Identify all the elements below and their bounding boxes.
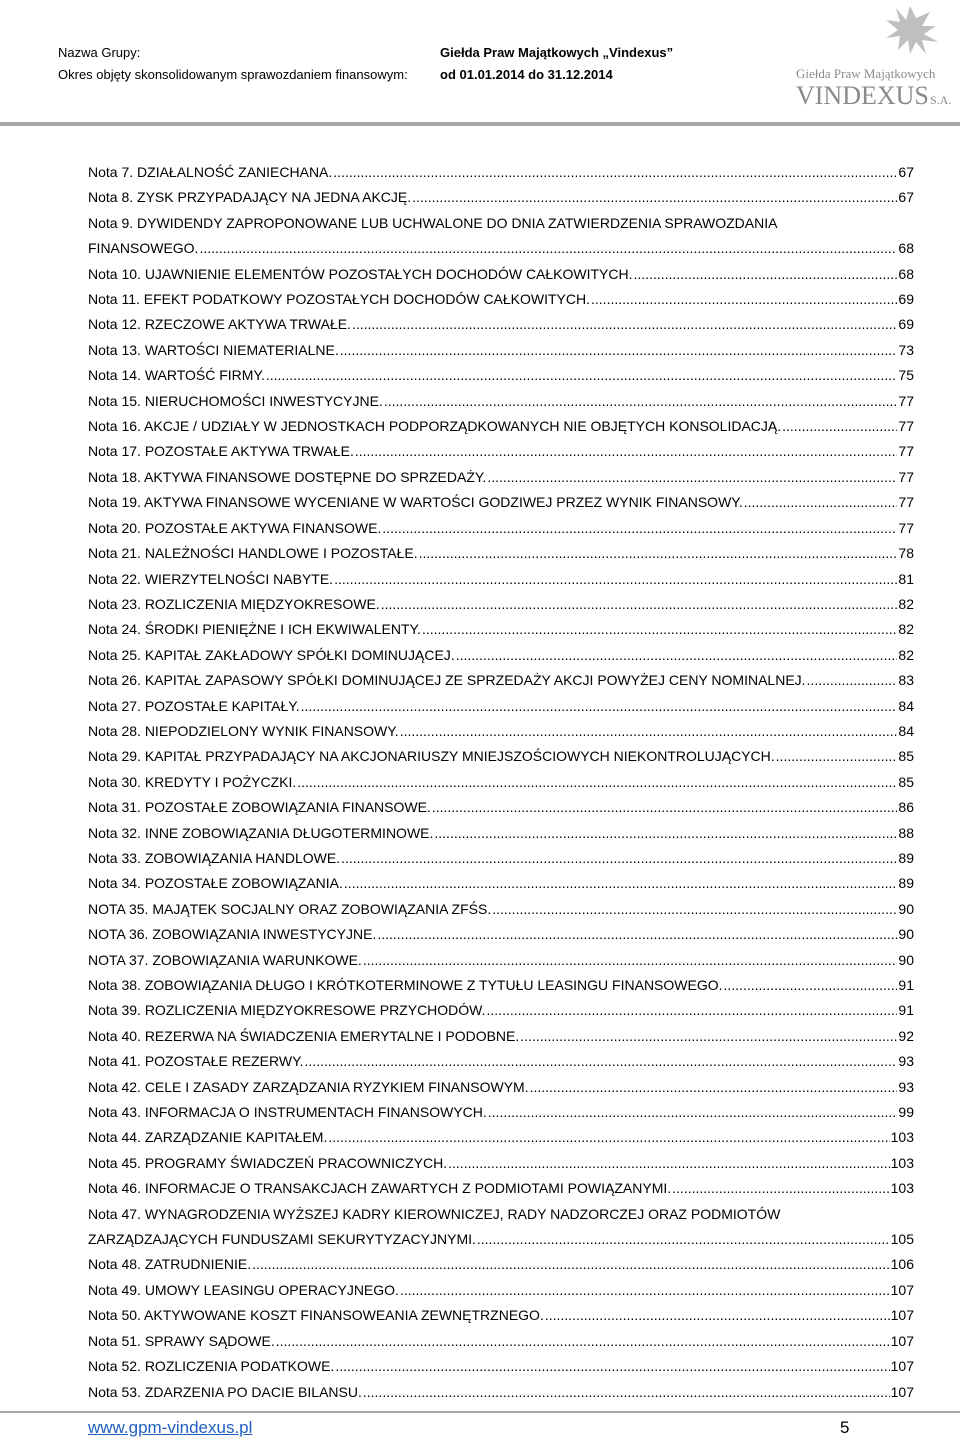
toc-page-number: 67 — [898, 164, 914, 180]
toc-entry-title: Nota 11. EFEKT PODATKOWY POZOSTAŁYCH DOCHODÓW CAŁKOWITYCH. — [88, 291, 591, 308]
toc-leader — [744, 490, 898, 515]
toc-page-number: 78 — [898, 545, 914, 562]
toc-entry[interactable] — [88, 821, 914, 846]
toc-leader — [276, 1329, 890, 1354]
toc-entry-title: Nota 51. SPRAWY SĄDOWE. — [88, 1332, 275, 1349]
toc-page-number: 83 — [898, 672, 914, 689]
toc-entry-title: Nota 34. POZOSTAŁE ZOBOWIĄZANIA. — [88, 875, 343, 892]
toc-page-number: 77 — [898, 519, 914, 536]
period-label: Okres objęty skonsolidowanym sprawozdaniem finansowym: — [58, 67, 408, 82]
toc-entry[interactable] — [88, 592, 914, 617]
toc-entry-title: Nota 45. PROGRAMY ŚWIADCZEŃ PRACOWNICZYCH. — [88, 1154, 448, 1171]
toc-entry-title: Nota 46. INFORMACJE O TRANSAKCJACH ZAWARTYCH Z PODMIOTAMI POWIĄZANYMI. — [88, 1180, 672, 1197]
toc-entry-title: Nota 40. REZERWA NA ŚWIADCZENIA EMERYTALNE I PODOBNE. — [88, 1027, 520, 1044]
toc-leader — [545, 1303, 890, 1328]
toc-page-number: 107 — [890, 1383, 914, 1400]
toc-entry[interactable] — [88, 516, 914, 541]
logo-wordmark: VINDEXUS — [796, 81, 929, 110]
header-divider — [0, 122, 960, 126]
toc-leader — [199, 236, 897, 261]
toc-leader — [488, 1100, 898, 1125]
toc-leader — [487, 998, 898, 1023]
toc-leader — [724, 973, 898, 998]
toc-entry[interactable] — [88, 973, 914, 998]
footer-divider — [0, 1411, 960, 1413]
toc-leader — [344, 871, 898, 896]
toc-leader — [297, 770, 897, 795]
toc-entry-title: Nota 13. WARTOŚCI NIEMATERIALNE. — [88, 341, 339, 358]
toc-leader — [341, 846, 897, 871]
toc-page-number: 69 — [898, 291, 914, 308]
toc-leader — [333, 160, 897, 185]
toc-leader — [334, 567, 897, 592]
toc-leader — [591, 287, 897, 312]
toc-page-number: 89 — [898, 875, 914, 892]
toc-page-number: 92 — [898, 1027, 914, 1044]
toc-page-number: 67 — [898, 189, 914, 206]
toc-leader — [252, 1252, 890, 1277]
toc-leader — [492, 897, 897, 922]
toc-entry[interactable] — [88, 643, 914, 668]
toc-leader — [807, 668, 898, 693]
toc-leader — [782, 414, 897, 439]
toc-page-number: 89 — [898, 849, 914, 866]
toc-entry[interactable] — [88, 795, 914, 820]
toc-leader — [352, 312, 897, 337]
toc-entry-title: Nota 29. KAPITAŁ PRZYPADAJĄCY NA AKCJONARIUSZY MNIEJSZOŚCIOWYCH NIEKONTROLUJĄCYCH. — [88, 748, 775, 765]
toc-page-number: 90 — [898, 951, 914, 968]
toc-page-number: 91 — [898, 1002, 914, 1019]
toc-entry-title: Nota 31. POZOSTAŁE ZOBOWIĄZANIA FINANSOWE. — [88, 799, 431, 816]
toc-entry[interactable] — [88, 694, 914, 719]
toc-page-number: 107 — [890, 1281, 914, 1298]
toc-entry[interactable] — [88, 1329, 914, 1354]
toc-entry-title: Nota 15. NIERUCHOMOŚCI INWESTYCYJNE. — [88, 392, 383, 409]
toc-page-number: 86 — [898, 799, 914, 816]
toc-entry[interactable] — [88, 185, 914, 210]
toc-leader — [520, 1024, 897, 1049]
toc-entry-title: NOTA 37. ZOBOWIĄZANIA WARUNKOWE. — [88, 951, 362, 968]
toc-entry-title: Nota 24. ŚRODKI PIENIĘŻNE I ICH EKWIWALENTY. — [88, 621, 421, 638]
toc-page-number: 77 — [898, 418, 914, 435]
toc-entry-title: Nota 26. KAPITAŁ ZAPASOWY SPÓŁKI DOMINUJĄCEJ ZE SPRZEDAŻY AKCJI POWYŻEJ CENY NOMINALNEJ. — [88, 672, 806, 689]
toc-entry[interactable] — [88, 541, 914, 566]
vindexus-logo — [790, 6, 955, 112]
toc-page-number: 106 — [890, 1256, 914, 1273]
toc-entry-title: Nota 50. AKTYWOWANE KOSZT FINANSOWEANIA ZEWNĘTRZNEGO. — [88, 1307, 544, 1324]
toc-page-number: 103 — [890, 1154, 914, 1171]
toc-entry[interactable] — [88, 1354, 914, 1379]
toc-leader — [384, 389, 898, 414]
toc-entry-title: Nota 53. ZDARZENIA PO DACIE BILANSU. — [88, 1383, 362, 1400]
toc-leader — [377, 922, 897, 947]
logo-tagline: Giełda Praw Majątkowych — [796, 66, 936, 81]
toc-entry-title: Nota 21. NALEŻNOŚCI HANDLOWE I POZOSTAŁE. — [88, 545, 418, 562]
toc-page-number: 103 — [890, 1180, 914, 1197]
toc-entry[interactable] — [88, 439, 914, 464]
toc-entry[interactable] — [88, 1125, 914, 1150]
toc-leader — [381, 592, 898, 617]
toc-entry[interactable] — [88, 312, 914, 337]
toc-leader — [448, 1151, 890, 1176]
toc-leader — [301, 694, 898, 719]
toc-leader — [355, 439, 898, 464]
toc-entry-title: Nota 7. DZIAŁALNOŚĆ ZANIECHANA. — [88, 164, 333, 180]
toc-leader — [634, 262, 898, 287]
toc-entry-title: Nota 14. WARTOŚĆ FIRMY. — [88, 367, 265, 384]
toc-entry[interactable] — [88, 414, 914, 439]
toc-page-number: 77 — [898, 443, 914, 460]
toc-entry-title: Nota 22. WIERZYTELNOŚCI NABYTE. — [88, 570, 334, 587]
toc-page-number: 107 — [890, 1332, 914, 1349]
toc-page-number: 93 — [898, 1078, 914, 1095]
toc-entry[interactable] — [88, 998, 914, 1023]
toc-leader — [422, 617, 897, 642]
toc-entry[interactable] — [88, 668, 914, 693]
toc-entry[interactable] — [88, 490, 914, 515]
toc-entry-title: Nota 44. ZARZĄDZANIE KAPITAŁEM. — [88, 1129, 328, 1146]
toc-page-number: 85 — [898, 748, 914, 765]
website-link[interactable]: www.gpm-vindexus.pl — [88, 1418, 253, 1437]
toc-leader — [363, 948, 898, 973]
toc-page-number: 107 — [890, 1358, 914, 1375]
toc-entry-title: Nota 52. ROZLICZENIA PODATKOWE. — [88, 1358, 335, 1375]
toc-entry-title: Nota 27. POZOSTAŁE KAPITAŁY. — [88, 697, 300, 714]
toc-leader — [672, 1176, 890, 1201]
toc-entry-title: Nota 43. INFORMACJA O INSTRUMENTACH FINANSOWYCH. — [88, 1104, 487, 1121]
toc-page-number: 69 — [898, 316, 914, 333]
toc-entry[interactable] — [88, 287, 914, 312]
page-number: 5 — [840, 1418, 850, 1437]
toc-entry[interactable] — [88, 846, 914, 871]
toc-page-number: 82 — [898, 646, 914, 663]
toc-entry[interactable] — [88, 567, 914, 592]
toc-page-number: 90 — [898, 926, 914, 943]
toc-entry[interactable] — [88, 1202, 914, 1253]
toc-entry[interactable] — [88, 617, 914, 642]
toc-leader — [328, 1125, 889, 1150]
toc-page-number: 99 — [898, 1104, 914, 1121]
toc-leader — [266, 363, 898, 388]
toc-page-number: 75 — [898, 367, 914, 384]
toc-entry[interactable] — [88, 719, 914, 744]
toc-page-number: 68 — [898, 240, 914, 257]
toc-leader — [487, 465, 897, 490]
toc-page-number: 82 — [898, 621, 914, 638]
toc-page-number: 84 — [898, 722, 914, 739]
toc-page-number: 77 — [898, 392, 914, 409]
toc-entry[interactable] — [88, 922, 914, 947]
toc-page-number: 107 — [890, 1307, 914, 1324]
toc-entry[interactable] — [88, 1278, 914, 1303]
toc-entry-title: Nota 32. INNE ZOBOWIĄZANIA DŁUGOTERMINOWE. — [88, 824, 434, 841]
toc-leader — [776, 744, 898, 769]
period-value: od 01.01.2014 do 31.12.2014 — [440, 67, 613, 82]
toc-page-number: 73 — [898, 341, 914, 358]
toc-page-number: 103 — [890, 1129, 914, 1146]
toc-leader — [400, 719, 898, 744]
toc-entry[interactable] — [88, 160, 914, 185]
toc-entry-title: Nota 38. ZOBOWIĄZANIA DŁUGO I KRÓTKOTERMINOWE Z TYTUŁU LEASINGU FINANSOWEGO. — [88, 977, 723, 993]
toc-leader — [412, 185, 897, 210]
toc-entry-title: Nota 18. AKTYWA FINANSOWE DOSTĘPNE DO SPRZEDAŻY. — [88, 468, 487, 485]
toc-entry[interactable] — [88, 1303, 914, 1328]
toc-leader — [400, 1278, 890, 1303]
toc-page-number: 105 — [890, 1231, 914, 1248]
toc-entry-title: Nota 12. RZECZOWE AKTYWA TRWAŁE. — [88, 316, 351, 333]
toc-entry-title: Nota 8. ZYSK PRZYPADAJĄCY NA JEDNA AKCJĘ. — [88, 189, 412, 206]
toc-entry-title: Nota 42. CELE I ZASADY ZARZĄDZANIA RYZYKIEM FINANSOWYM. — [88, 1078, 529, 1095]
toc-page-number: 81 — [898, 570, 914, 587]
toc-entry-title: Nota 17. POZOSTAŁE AKTYWA TRWAŁE. — [88, 443, 354, 460]
toc-entry-title: Nota 28. NIEPODZIELONY WYNIK FINANSOWY. — [88, 722, 399, 739]
toc-entry-title: Nota 16. AKCJE / UDZIAŁY W JEDNOSTKACH PODPORZĄDKOWANYCH NIE OBJĘTYCH KONSOLIDACJĄ. — [88, 418, 782, 435]
toc-entry[interactable] — [88, 948, 914, 973]
toc-leader — [340, 338, 898, 363]
toc-entry-title: Nota 30. KREDYTY I POŻYCZKI. — [88, 773, 297, 790]
toc-entry[interactable] — [88, 465, 914, 490]
toc-entry-title: NOTA 35. MAJĄTEK SOCJALNY ORAZ ZOBOWIĄZANIA ZFŚS. — [88, 900, 492, 917]
toc-leader — [434, 821, 897, 846]
toc-entry-title: NOTA 36. ZOBOWIĄZANIA INWESTYCYJNE. — [88, 926, 377, 943]
toc-entry[interactable] — [88, 1151, 914, 1176]
toc-entry[interactable] — [88, 744, 914, 769]
toc-leader — [530, 1075, 898, 1100]
group-label: Nazwa Grupy: — [58, 45, 141, 60]
toc-entry-title: Nota 49. UMOWY LEASINGU OPERACYJNEGO. — [88, 1281, 399, 1298]
table-of-contents — [88, 160, 914, 1405]
toc-leader — [335, 1354, 889, 1379]
toc-page-number: 85 — [898, 773, 914, 790]
toc-entry[interactable] — [88, 871, 914, 896]
toc-entry-title: Nota 10. UJAWNIENIE ELEMENTÓW POZOSTAŁYCH DOCHODÓW CAŁKOWITYCH. — [88, 265, 633, 282]
toc-leader — [432, 795, 898, 820]
header-values — [440, 42, 673, 86]
toc-entry-title: Nota 25. KAPITAŁ ZAKŁADOWY SPÓŁKI DOMINUJĄCEJ. — [88, 646, 455, 663]
toc-page-number: 77 — [898, 468, 914, 485]
header-labels — [58, 42, 408, 86]
toc-entry-title: Nota 23. ROZLICZENIA MIĘDZYOKRESOWE. — [88, 595, 380, 612]
toc-entry[interactable] — [88, 1049, 914, 1074]
toc-page-number: 88 — [898, 824, 914, 841]
toc-entry-title: Nota 47. WYNAGRODZENIA WYŻSZEJ KADRY KIEROWNICZEJ, RADY NADZORCZEJ ORAZ PODMIOTÓW — [88, 1205, 781, 1222]
toc-leader — [477, 1227, 890, 1252]
toc-page-number: 90 — [898, 900, 914, 917]
toc-entry[interactable] — [88, 363, 914, 388]
logo-suffix: S.A. — [930, 93, 952, 107]
toc-leader — [363, 1380, 890, 1405]
toc-entry[interactable] — [88, 1252, 914, 1277]
toc-entry[interactable] — [88, 262, 914, 287]
toc-entry-title: Nota 19. AKTYWA FINANSOWE WYCENIANE W WARTOŚCI GODZIWEJ PRZEZ WYNIK FINANSOWY. — [88, 494, 743, 511]
toc-page-number: 93 — [898, 1053, 914, 1070]
toc-leader — [382, 516, 897, 541]
toc-entry[interactable] — [88, 1380, 914, 1405]
toc-entry[interactable] — [88, 1024, 914, 1049]
toc-entry[interactable] — [88, 389, 914, 414]
toc-entry[interactable] — [88, 1075, 914, 1100]
toc-leader — [456, 643, 898, 668]
toc-page-number: 82 — [898, 595, 914, 612]
toc-entry[interactable] — [88, 1176, 914, 1201]
toc-page-number: 84 — [898, 697, 914, 714]
toc-leader — [419, 541, 898, 566]
toc-entry[interactable] — [88, 338, 914, 363]
toc-entry-title: Nota 39. ROZLICZENIA MIĘDZYOKRESOWE PRZYCHODÓW. — [88, 1002, 486, 1019]
toc-entry-title-cont: ZARZĄDZAJĄCYCH FUNDUSZAMI SEKURYTYZACYJNYMI. — [88, 1231, 476, 1248]
toc-entry-title: Nota 33. ZOBOWIĄZANIA HANDLOWE. — [88, 849, 341, 866]
group-value: Giełda Praw Majątkowych „Vindexus” — [440, 45, 674, 60]
toc-entry[interactable] — [88, 1100, 914, 1125]
toc-entry-title-cont: FINANSOWEGO. — [88, 240, 199, 257]
toc-entry-title: Nota 20. POZOSTAŁE AKTYWA FINANSOWE. — [88, 519, 382, 536]
toc-entry-title: Nota 9. DYWIDENDY ZAPROPONOWANE LUB UCHWALONE DO DNIA ZATWIERDZENIA SPRAWOZDANIA — [88, 214, 778, 231]
toc-page-number: 77 — [898, 494, 914, 511]
toc-entry[interactable] — [88, 897, 914, 922]
toc-page-number: 91 — [898, 977, 914, 993]
toc-entry[interactable] — [88, 770, 914, 795]
toc-entry-title: Nota 48. ZATRUDNIENIE. — [88, 1256, 252, 1273]
toc-leader — [305, 1049, 898, 1074]
toc-entry[interactable] — [88, 211, 914, 262]
toc-entry-title: Nota 41. POZOSTAŁE REZERWY. — [88, 1053, 304, 1070]
toc-page-number: 68 — [898, 265, 914, 282]
